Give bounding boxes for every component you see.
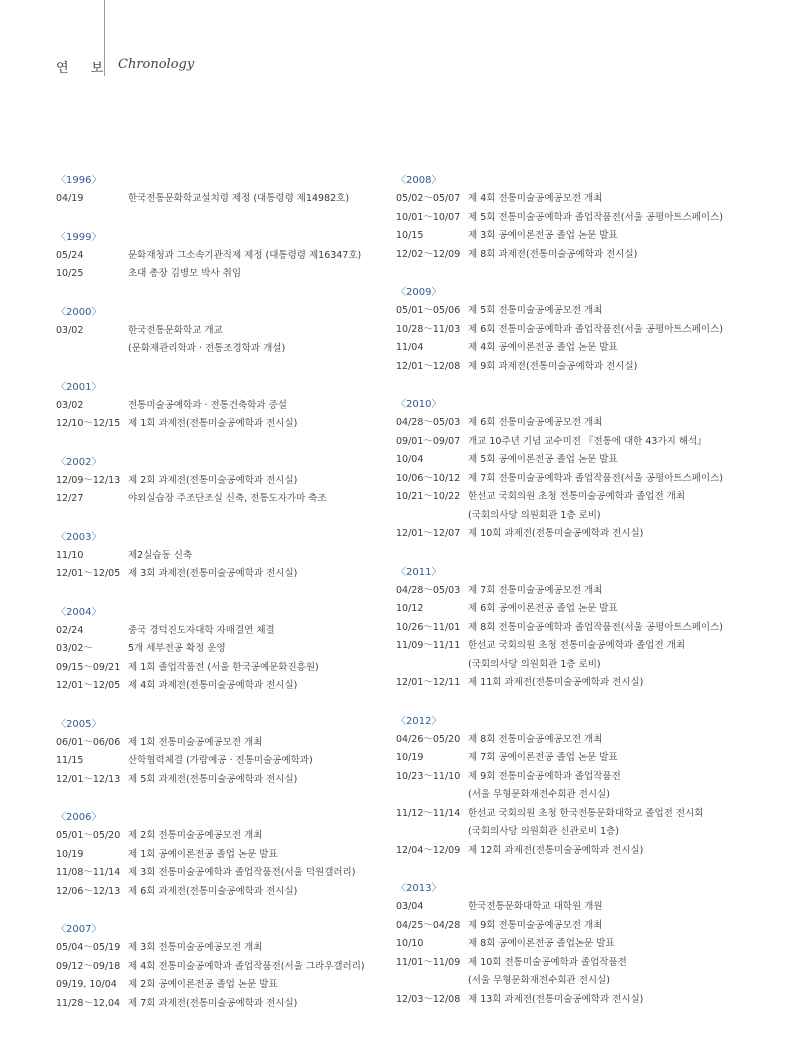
entry-description: 제 6회 과제전(전통미술공예학과 전시실) [128,885,298,897]
entry-date [56,340,128,359]
entry-date: 10/19 [56,848,84,860]
chronology-entry [396,451,736,470]
entry-description: 제 2회 과제전(전통미술공예학과 전시실) [128,474,298,486]
entry-description: 제 1회 과제전(전통미술공예학과 전시실) [128,418,298,429]
entry-date: 10/01～10/07 [396,211,461,223]
entry-date: 03/02 [56,324,84,336]
chronology-entry [56,622,396,641]
entry-description: 제 9회 과제전(전통미술공예학과 전시실) [468,360,638,372]
year-heading: 〈2012〉 [396,715,442,727]
entry-date: 02/24 [56,624,84,636]
chronology-entry [56,415,396,434]
year-heading: 〈2006〉 [56,812,102,823]
chronology-entry [56,939,396,958]
chronology-entry [396,823,736,842]
entry-description: 한선교 국회의원 초청 한국전통문화대학교 졸업전 전시회 [468,807,704,819]
entry-description: (문화재관리학과 · 전통조경학과 개설) [128,343,286,354]
entry-date: 12/10～12/15 [56,418,121,429]
entry-description: 제 5회 전통미술공예공모전 개최 [468,305,603,316]
entry-date: 10/28～11/03 [396,323,461,335]
entry-date: 05/02～05/07 [396,193,461,204]
chronology-entry [396,488,736,507]
entry-date: 12/06～12/13 [56,885,121,897]
chronology-entry [396,786,736,805]
entry-date: 05/04～05/19 [56,942,121,953]
entry-description: (서울 무형문화재전수회관 전시실) [468,975,610,986]
chronology-entry [396,917,736,936]
entry-description: 초대 총장 김병모 박사 취임 [128,268,242,279]
chronology-entry [396,414,736,433]
chronology-entry [56,397,396,416]
entry-date: 12/01～12/07 [396,528,461,539]
chronology-entry [396,302,736,321]
chronology-left-column [56,172,396,1013]
entry-date: 11/09～11/11 [396,640,461,651]
entry-date: 11/04 [396,342,424,353]
chronology-entry [396,190,736,209]
entry-date: 04/19 [56,193,84,204]
year-heading: 〈2013〉 [396,883,442,894]
year-heading: 〈2003〉 [56,531,102,543]
chronology-entry [396,805,736,824]
chronology-entry [56,734,396,753]
entry-description: (서울 무형문화재전수회관 전시실) [468,789,610,800]
year-heading: 〈2005〉 [56,718,102,730]
chronology-entry [396,674,736,693]
entry-date: 11/15 [56,755,84,766]
entry-date: 11/10 [56,549,84,561]
entry-date: 12/01～12/05 [56,568,121,579]
entry-date: 11/01～11/09 [396,956,461,968]
entry-date: 12/01～12/05 [56,680,121,691]
chronology-entry [56,827,396,846]
chronology-entry [396,656,736,675]
entry-date: 11/08～11/14 [56,867,121,878]
chronology-entry [396,339,736,358]
chronology-entry [396,972,736,991]
chronology-entry [56,640,396,659]
chronology-entry [396,209,736,228]
entry-date: 12/01～12/08 [396,360,461,372]
year-heading: 〈2002〉 [56,456,102,468]
entry-description: 제 6회 전통미술공예학과 졸업작품전(서울 공평아트스페이스) [468,323,723,335]
chronology-entry [396,321,736,340]
chronology-entry [396,991,736,1010]
entry-description: 제 2회 전통미술공예공모전 개최 [128,830,263,841]
chronology-entry [396,246,736,265]
year-heading: 〈2007〉 [56,924,102,935]
entry-description: 제 8회 공예이론전공 졸업논문 발표 [468,938,615,949]
chronology-entry [56,322,396,341]
entry-description: 한국전통문화학교설치령 제정 (대통령령 제14982호) [128,193,350,204]
entry-date: 04/28～05/03 [396,584,461,596]
chronology-entry [56,547,396,566]
year-heading: 〈2009〉 [396,287,442,298]
entry-date: 12/02～12/09 [396,248,461,260]
year-heading: 〈2008〉 [396,175,442,186]
entry-description: 제 10회 전통미술공예학과 졸업작품전 [468,956,627,968]
chronology-entry [396,954,736,973]
chronology-entry [396,507,736,526]
chronology-entry [396,749,736,768]
entry-description: 한선교 국회의원 초청 전통미술공예학과 졸업전 개최 [468,640,685,651]
entry-date [396,507,468,526]
entry-date: 12/04～12/09 [396,844,461,856]
chronology-entry [396,582,736,601]
chronology-entry [396,619,736,638]
entry-date: 09/19, 10/04 [56,979,117,990]
entry-date: 12/01～12/11 [396,677,461,688]
entry-date: 12/01～12/13 [56,773,121,785]
entry-date: 03/04 [396,901,424,912]
year-heading: 〈1996〉 [56,175,102,186]
year-heading: 〈2000〉 [56,306,102,318]
year-heading: 〈1999〉 [56,231,102,243]
entry-date: 04/28～05/03 [396,417,461,428]
entry-description: 제 4회 전통미술공예학과 졸업작품전(서울 그라우갤러리) [128,960,365,972]
entry-description: 문화재청과 그소속기관직제 제정 (대통령령 제16347호) [128,249,362,261]
entry-date: 10/10 [396,938,424,949]
entry-description: 제 7회 공예이론전공 졸업 논문 발표 [468,752,618,763]
entry-date: 10/26～11/01 [396,621,461,633]
chronology-entry [56,883,396,902]
entry-description: 제 8회 전통미술공예학과 졸업작품전(서울 공평아트스페이스) [468,621,723,633]
entry-description: 5개 세부전공 확정 운영 [128,643,226,654]
entry-description: (국회의사당 의원회관 1층 로비) [468,658,601,670]
entry-description: 제 5회 과제전(전통미술공예학과 전시실) [128,773,298,785]
entry-date: 11/12～11/14 [396,807,461,819]
entry-description: 한국전통문화학교 개교 [128,324,223,336]
chronology-entry [396,935,736,954]
chronology-entry [396,898,736,917]
entry-description: 제 3회 전통미술공예학과 졸업작품전(서울 덕원갤러리) [128,867,356,878]
entry-description: 제 4회 과제전(전통미술공예학과 전시실) [128,680,298,691]
entry-description: 제 13회 과제전(전통미술공예학과 전시실) [468,993,644,1005]
chronology-entry [396,600,736,619]
entry-date: 09/01～09/07 [396,435,461,447]
entry-date: 12/03～12/08 [396,993,461,1005]
entry-date: 12/27 [56,493,84,504]
entry-date: 10/25 [56,268,84,279]
entry-description: 제 10회 과제전(전통미술공예학과 전시실) [468,528,644,539]
entry-description: 제 9회 전통미술공예공모전 개최 [468,919,603,931]
chronology-entry [396,525,736,544]
chronology-entry [56,472,396,491]
entry-date: 10/04 [396,454,424,465]
entry-description: 제 1회 전통미술공예공모전 개최 [128,736,263,748]
year-heading: 〈2001〉 [56,381,102,393]
entry-date: 11/28～12,04 [56,997,121,1009]
chronology-entry [56,864,396,883]
chronology-entry [396,731,736,750]
entry-description: 제 5회 공예이론전공 졸업 논문 발표 [468,454,618,465]
entry-description: 제 4회 전통미술공예공모전 개최 [468,193,603,204]
chronology-entry [396,842,736,861]
entry-description: 개교 10주년 기념 교수미전 『전통에 대한 43가지 해석』 [468,435,707,447]
entry-date [396,972,468,991]
entry-description: 제 1회 졸업작품전 (서울 한국공예문화진흥원) [128,661,319,673]
entry-description: 제 7회 전통미술공예학과 졸업작품전(서울 공평아트스페이스) [468,472,723,484]
entry-description: 제 8회 과제전(전통미술공예학과 전시실) [468,248,638,260]
page-title-korean: 연 보 [56,61,113,76]
entry-date: 10/12 [396,603,424,614]
chronology-entry [56,771,396,790]
entry-description: 야외실습장 주조단조실 신축, 전통도자가마 축조 [128,493,327,504]
entry-date: 12/09～12/13 [56,474,121,486]
entry-description: 제 2회 공예이론전공 졸업 논문 발표 [128,979,278,990]
entry-date: 10/21～10/22 [396,491,461,502]
entry-description: 제 12회 과제전(전통미술공예학과 전시실) [468,844,644,856]
chronology-entry [396,768,736,787]
entry-date: 05/01～05/06 [396,305,461,316]
entry-date: 03/02 [56,399,84,411]
entry-date: 10/23～11/10 [396,770,461,782]
entry-date: 10/06～10/12 [396,472,461,484]
entry-date [396,786,468,805]
entry-description: 제 11회 과제전(전통미술공예학과 전시실) [468,677,644,688]
chronology-entry [396,433,736,452]
entry-date: 10/19 [396,752,424,763]
entry-date [396,823,468,842]
entry-description: 제 7회 전통미술공예공모전 개최 [468,584,603,596]
entry-description: 제 6회 공예이론전공 졸업 논문 발표 [468,603,618,614]
chronology-entry [56,659,396,678]
entry-description: 제2실습동 신축 [128,549,193,561]
entry-description: 한선교 국회의원 초청 전통미술공예학과 졸업전 개최 [468,491,685,502]
year-heading: 〈2011〉 [396,566,442,578]
chronology-entry [56,190,396,209]
chronology-entry [56,490,396,509]
chronology-entry [56,846,396,865]
entry-description: 제 5회 전통미술공예학과 졸업작품전(서울 공평아트스페이스) [468,211,723,223]
entry-description: 제 6회 전통미술공예공모전 개최 [468,417,603,428]
entry-date: 04/26～05/20 [396,733,461,745]
entry-description: 제 9회 전통미술공예학과 졸업작품전 [468,770,621,782]
year-heading: 〈2004〉 [56,606,102,618]
entry-date: 09/12～09/18 [56,960,121,972]
chronology-entry [56,995,396,1014]
entry-date: 10/15 [396,230,424,241]
entry-description: 제 4회 공예이론전공 졸업 논문 발표 [468,342,618,353]
entry-description: 제 3회 과제전(전통미술공예학과 전시실) [128,568,298,579]
entry-date: 05/01～05/20 [56,830,121,841]
entry-description: 제 3회 전통미술공예공모전 개최 [128,942,263,953]
entry-date [396,656,468,675]
entry-description: (국회의사당 의원회관 1층 로비) [468,509,601,521]
chronology-right-column [396,172,736,1009]
entry-description: 중국 경덕진도자대학 자매결연 체결 [128,624,275,636]
year-heading: 〈2010〉 [396,399,442,410]
chronology-entry [56,677,396,696]
chronology-entry [56,958,396,977]
entry-description: 제 1회 공예이론전공 졸업 논문 발표 [128,848,278,860]
chronology-entry [396,358,736,377]
chronology-entry [56,265,396,284]
entry-description: 한국전통문화대학교 대학원 개원 [468,901,603,912]
entry-description: 제 7회 과제전(전통미술공예학과 전시실) [128,997,298,1009]
page-title-english: Chronology [118,57,195,72]
entry-date: 03/02～ [56,643,93,654]
chronology-entry [56,565,396,584]
entry-date: 06/01～06/06 [56,736,121,748]
entry-description: 제 3회 공예이론전공 졸업 논문 발표 [468,230,618,241]
entry-description: 제 8회 전통미술공예공모전 개최 [468,733,603,745]
entry-date: 05/24 [56,249,84,261]
chronology-entry [396,227,736,246]
entry-date: 04/25～04/28 [396,919,461,931]
entry-description: 산학협력체결 (가람예공 · 전통미술공예학과) [128,755,313,766]
entry-date: 09/15～09/21 [56,661,121,673]
entry-description: (국회의사당 의원회관 신관로비 1층) [468,826,619,837]
chronology-entry [56,976,396,995]
chronology-entry [56,752,396,771]
chronology-entry [396,470,736,489]
entry-description: 전통미술공예학과 · 전통건축학과 증설 [128,399,287,411]
chronology-entry [396,637,736,656]
chronology-entry [56,247,396,266]
chronology-entry [56,340,396,359]
